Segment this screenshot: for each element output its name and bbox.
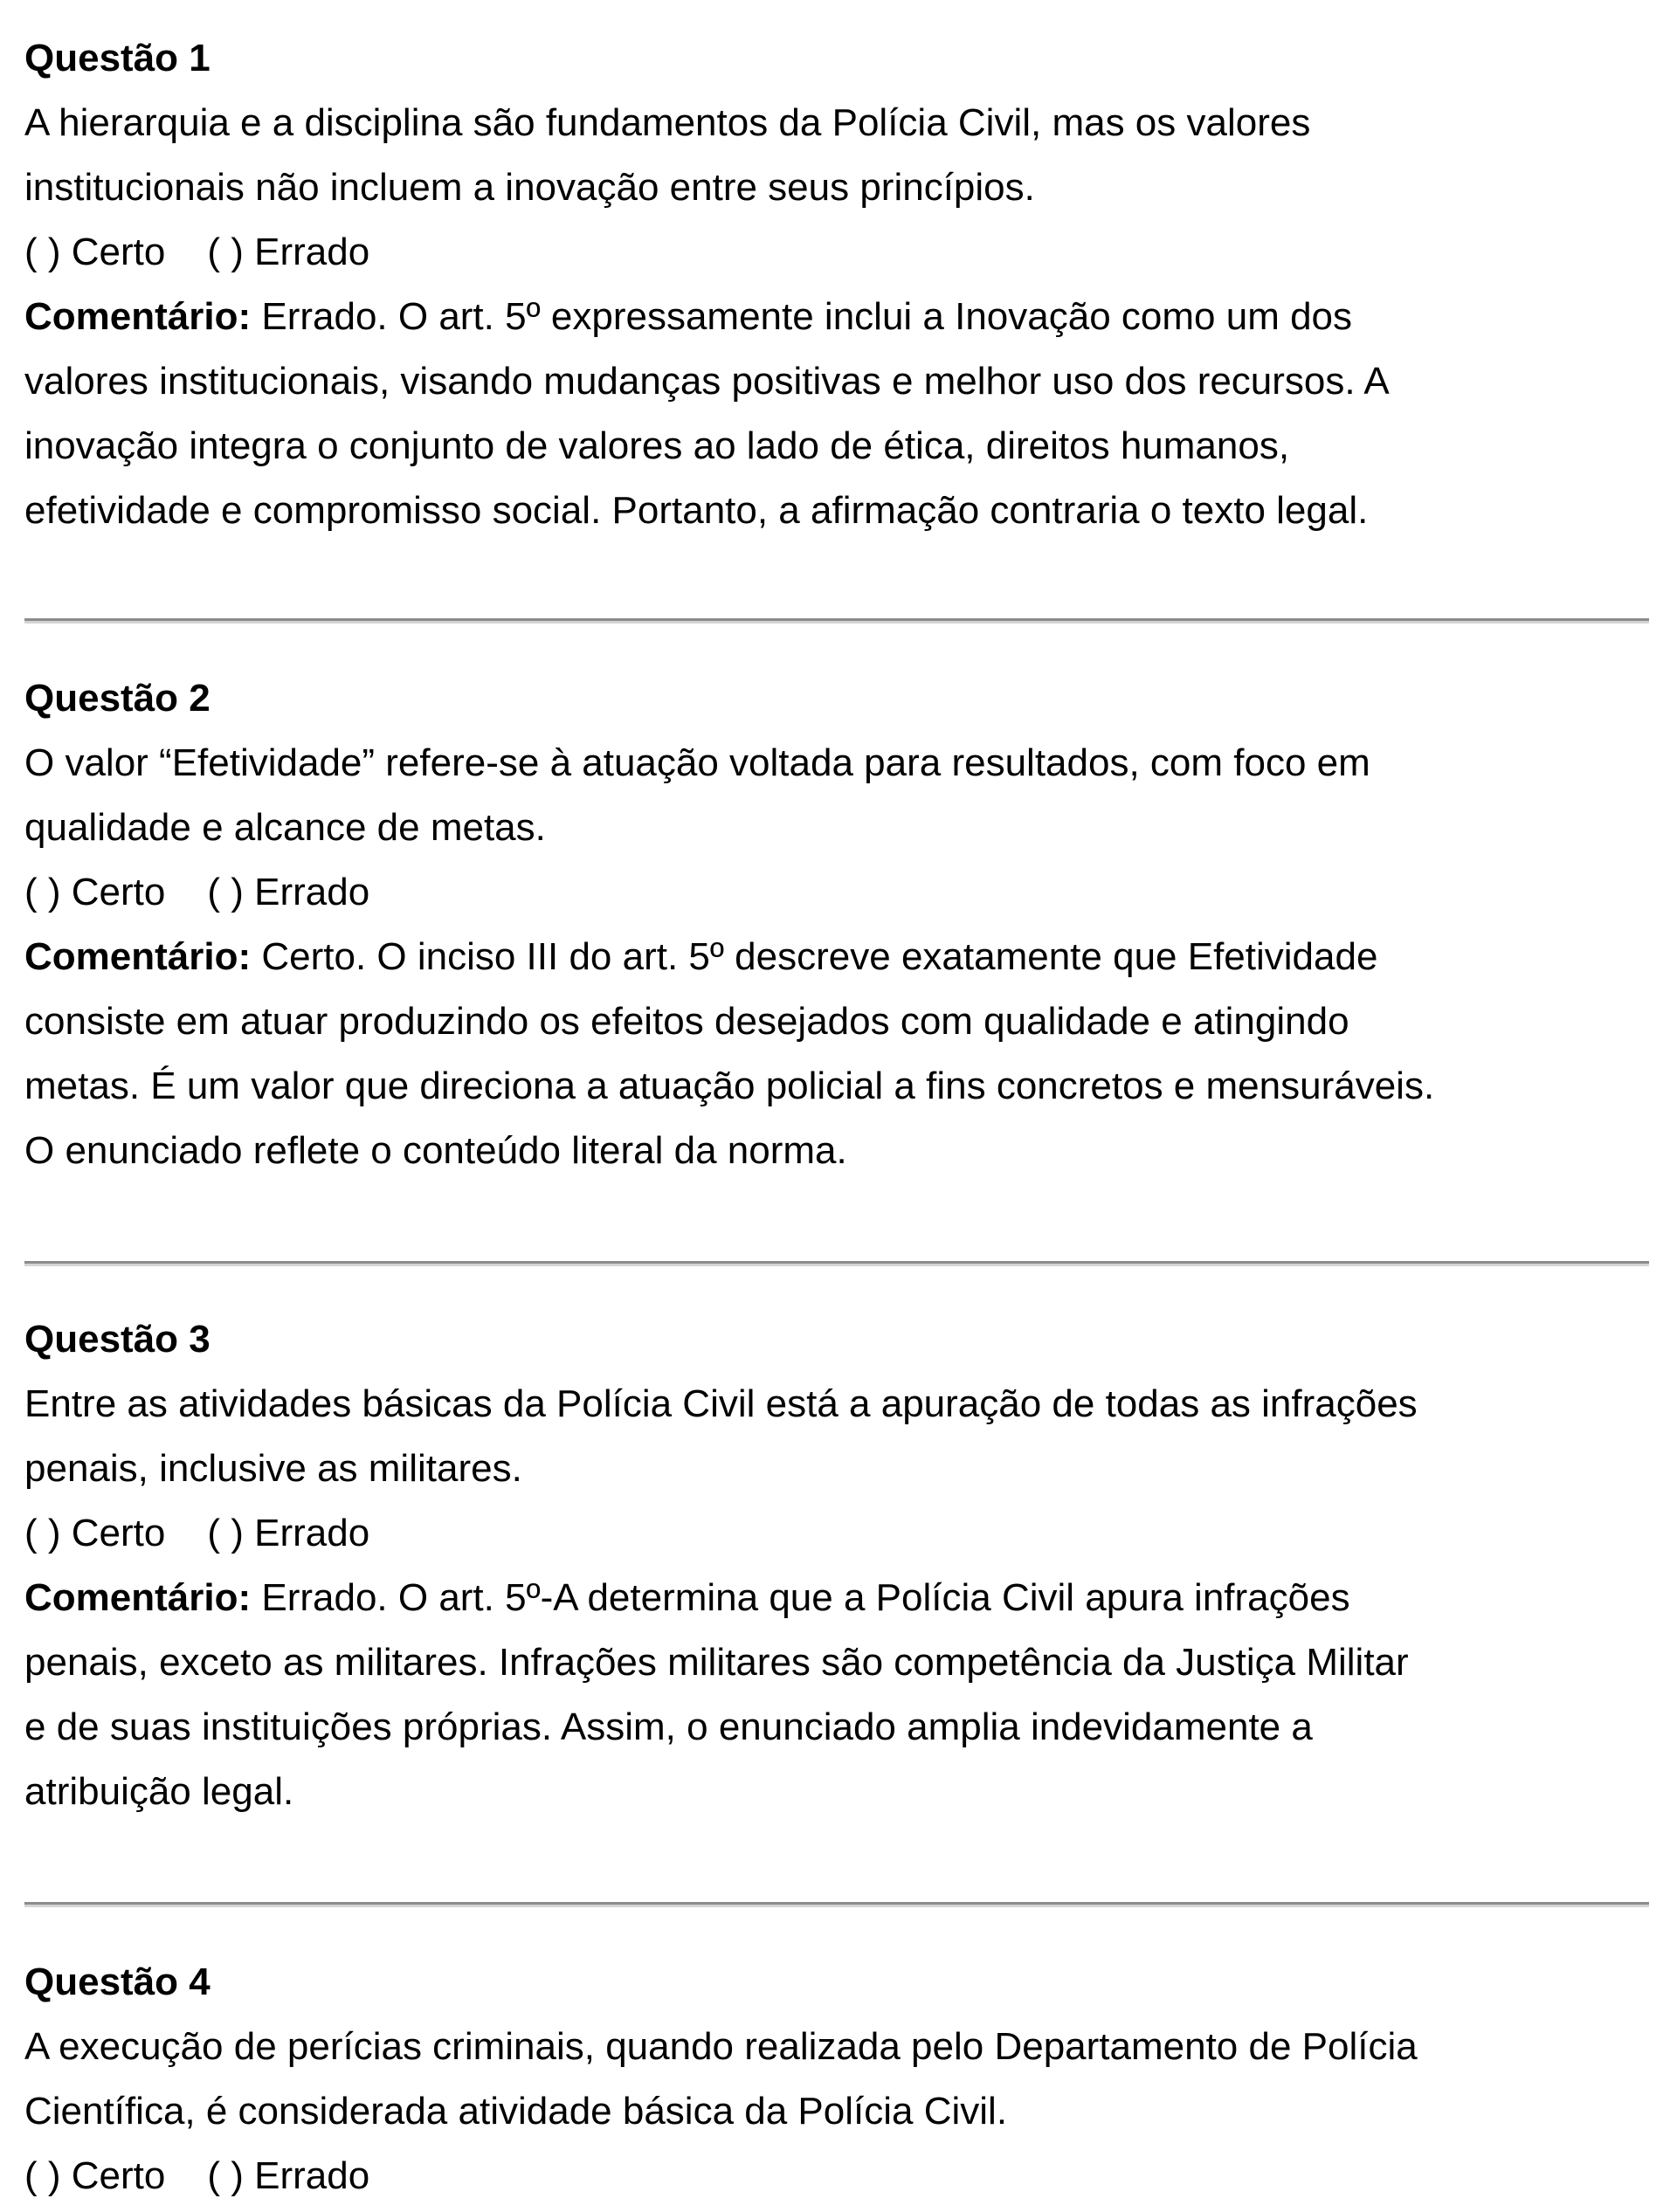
comment-line: O enunciado reflete o conteúdo literal da norma. bbox=[24, 1129, 847, 1172]
question-2 bbox=[24, 640, 1434, 1183]
option-errado[interactable]: ( ) Errado bbox=[207, 231, 370, 273]
comment-text: Errado. O art. 5º-A determina que a Polícia Civil apura infrações bbox=[251, 1576, 1350, 1619]
question-title: Questão 2 bbox=[24, 677, 210, 720]
comment-line bbox=[24, 1566, 1418, 1630]
comment-line: e de suas instituições próprias. Assim, o enunciado amplia indevidamente a bbox=[24, 1706, 1313, 1748]
option-certo[interactable]: ( ) Certo bbox=[24, 1512, 166, 1554]
question-statement-line: qualidade e alcance de metas. bbox=[24, 806, 546, 849]
question-3 bbox=[24, 1281, 1418, 1824]
answer-options bbox=[24, 220, 1390, 285]
question-statement-line: Entre as atividades básicas da Polícia Civil está a apuração de todas as infrações bbox=[24, 1382, 1418, 1425]
answer-options bbox=[24, 2144, 1418, 2209]
option-errado[interactable]: ( ) Errado bbox=[207, 2154, 370, 2197]
question-statement-line: O valor “Efetividade” refere-se à atuação voltada para resultados, com foco em bbox=[24, 741, 1370, 784]
comment-line bbox=[24, 925, 1434, 989]
comment-text: Errado. O art. 5º expressamente inclui a Inovação como um dos bbox=[251, 295, 1353, 338]
question-title: Questão 1 bbox=[24, 37, 210, 79]
comment-label: Comentário: bbox=[24, 935, 252, 978]
comment-line: penais, exceto as militares. Infrações militares são competência da Justiça Militar bbox=[24, 1641, 1409, 1684]
question-title: Questão 3 bbox=[24, 1318, 210, 1361]
answer-options bbox=[24, 860, 1434, 925]
section-divider bbox=[24, 618, 1649, 624]
comment-line: efetividade e compromisso social. Portanto, a afirmação contraria o texto legal. bbox=[24, 489, 1369, 532]
option-certo[interactable]: ( ) Certo bbox=[24, 871, 166, 913]
question-1 bbox=[24, 0, 1390, 543]
question-title: Questão 4 bbox=[24, 1960, 210, 2003]
question-statement-line: A hierarquia e a disciplina são fundamentos da Polícia Civil, mas os valores bbox=[24, 101, 1311, 144]
comment-line: consiste em atuar produzindo os efeitos desejados com qualidade e atingindo bbox=[24, 1000, 1349, 1043]
comment-text: Certo. O inciso III do art. 5º descreve exatamente que Efetividade bbox=[251, 935, 1378, 978]
answer-options bbox=[24, 1501, 1418, 1566]
question-statement-line: Científica, é considerada atividade básica da Polícia Civil. bbox=[24, 2090, 1008, 2133]
question-statement-line: A execução de perícias criminais, quando realizada pelo Departamento de Polícia bbox=[24, 2025, 1418, 2068]
comment-line: atribuição legal. bbox=[24, 1770, 294, 1813]
comment-line bbox=[24, 285, 1390, 349]
comment-label: Comentário: bbox=[24, 1576, 252, 1619]
section-divider bbox=[24, 1261, 1649, 1266]
option-certo[interactable]: ( ) Certo bbox=[24, 231, 166, 273]
comment-label: Comentário: bbox=[24, 295, 252, 338]
question-statement-line: institucionais não incluem a inovação entre seus princípios. bbox=[24, 166, 1035, 209]
comment-line: valores institucionais, visando mudanças positivas e melhor uso dos recursos. A bbox=[24, 360, 1390, 403]
section-divider bbox=[24, 1902, 1649, 1907]
question-statement-line: penais, inclusive as militares. bbox=[24, 1447, 522, 1490]
comment-line: metas. É um valor que direciona a atuação policial a fins concretos e mensuráveis. bbox=[24, 1065, 1435, 1107]
option-errado[interactable]: ( ) Errado bbox=[207, 1512, 370, 1554]
option-certo[interactable]: ( ) Certo bbox=[24, 2154, 166, 2197]
question-4 bbox=[24, 1924, 1418, 2209]
option-errado[interactable]: ( ) Errado bbox=[207, 871, 370, 913]
comment-line: inovação integra o conjunto de valores ao lado de ética, direitos humanos, bbox=[24, 424, 1290, 467]
